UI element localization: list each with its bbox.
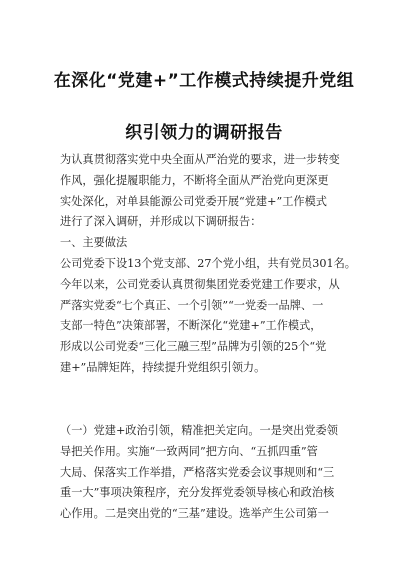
body-line: 重一大”事项决策程序，充分发挥党委领导核心和政治核	[60, 486, 335, 500]
body-line: 心作用。二是突出党的“三基”建设。选举产生公司第一	[60, 507, 329, 521]
body-line: 作风，强化提履职能力，不断将全面从严治党向更深更	[60, 173, 329, 187]
document-title-line-2: 织引领力的调研报告	[125, 123, 283, 143]
body-line: 严落实党委“七个真正、一个引领”“一党委一品牌、一	[60, 298, 324, 312]
body-line: 建+”品牌矩阵，持续提升党组织引领力。	[60, 360, 266, 374]
body-line: （一）党建+政治引领，精准把关定向。一是突出党委领	[60, 424, 338, 437]
body-line: 大局、保落实工作举措，严格落实党委会议事规则和“三	[60, 465, 335, 479]
body-line: 实处深化，对单县能源公司党委开展“党建+”工作模式	[60, 194, 327, 208]
body-line: 今年以来，公司党委认真贯彻集团党委党建工作要求，从	[60, 277, 340, 291]
section-heading: 一、主要做法	[60, 236, 128, 250]
body-paragraphs-intro	[60, 150, 360, 379]
body-paragraphs-political-leadership	[60, 421, 360, 525]
body-line: 导把关作用。实施“一致两同”把方向、“五抓四重”管	[60, 444, 318, 458]
body-line: 支部一特色”决策部署，不断深化“党建+”工作模式，	[60, 319, 322, 333]
body-line: 公司党委下设13个党支部、27个党小组，共有党员301名。	[60, 256, 356, 270]
body-line: 进行了深入调研，并形成以下调研报告：	[60, 215, 262, 229]
body-line: 为认真贯彻落实党中央全面从严治党的要求，进一步转变	[60, 153, 340, 166]
document-title-line-1: 在深化“党建+”工作模式持续提升党组	[53, 71, 355, 91]
body-line: 形成以公司党委“三化三融三型”品牌为引领的25个“党	[60, 340, 327, 354]
